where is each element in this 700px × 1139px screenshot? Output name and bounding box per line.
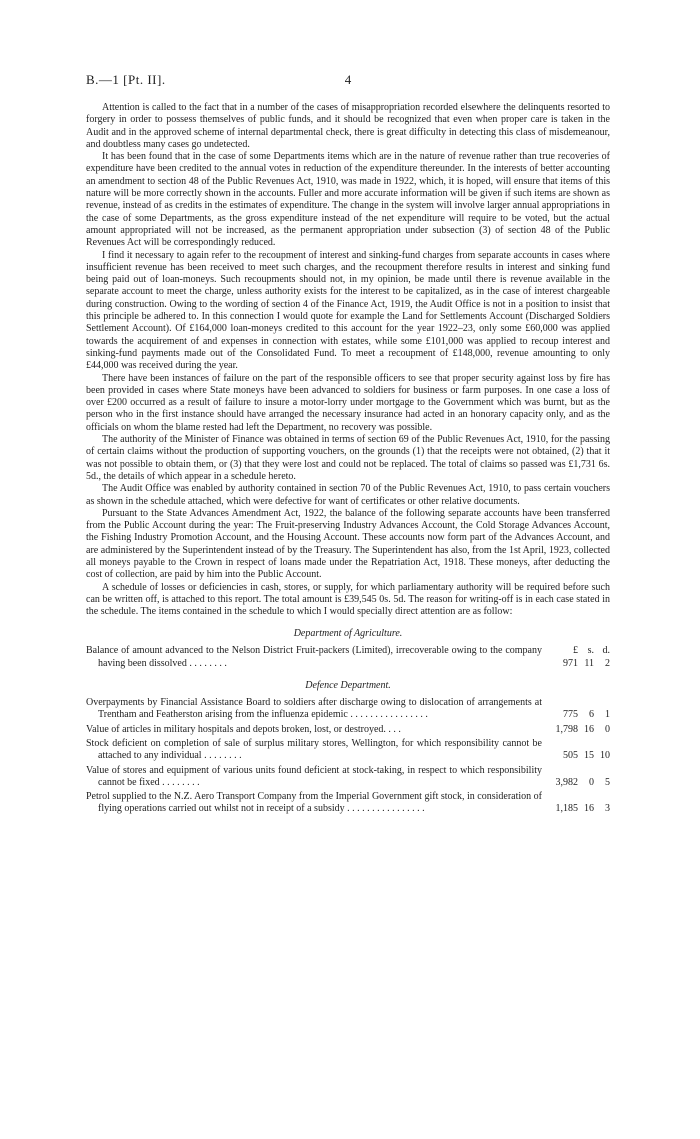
item-description: Value of articles in military hospitals and depots broken, lost, or destroyed. . . . [86,723,401,735]
shillings-header: s. [587,645,594,657]
amount-pence: 2 [605,657,610,669]
paragraph: It has been found that in the case of some Departments items which are in the nature of revenue rather than true recoveries of expenditure have been credited to the annual votes in reduction of the expenditure thereunder. In the interests of better accounting an amendment to section 48 of the Public Revenues Act, 1910, was made in 1922, which, it is hoped, will ensure that items of this nature will be more correctly shown in the accounts. Fuller and more accurate information will be given if such items are shown as revenue, instead of as credits in the estimates of expenditure. The change in the system will involve larger annual appropriations in the case of some Departments, as the gross expenditure instead of the net expenditure will require to be voted, but the actual amount appropriated will not be increased, as the permanent appropriation under subsection (3) of section 48 of the Public Revenues Act will be correspondingly reduced. [86,151,611,249]
paragraph: There have been instances of failure on the part of the responsible officers to see that proper security against loss by fire has been provided in cases where State moneys have been advanced to soldiers for business or farm purposes. In one case a loss of over £200 occurred as a result of failure to insure a motor-lorry under mortgage to the Government which was burnt, but as the person who in the first instance should have arranged the necessary insurance had acted in an honorary capacity only, and as the officials on whom the blame rested had left the Department, no recovery was possible. [86,372,610,433]
item-description: Overpayments by Financial Assistance Board to soldiers after discharge owing to dislocation of arrangements at Trentham and Featherston arising from the influenza epidemic . . . . . . . . . . . . . . . . [86,697,542,721]
amount-pounds: 775 [563,709,578,721]
item-description: Stock deficient on completion of sale of surplus military stores, Wellington, for which responsibility cannot be attached to any individual . . . . . . . . [86,737,542,762]
paragraph: A schedule of losses or deficiencies in cash, stores, or supply, for which parliamentary authority will be required before such can be written off, is attached to this report. The total amount is £39,545 0s. 5d. The reason for writing-off is in each case stated in the schedule. The items contained in the schedule to which I would specially direct attention are as follow: [86,581,610,618]
pence-header: d. [602,645,610,657]
amount-pence: 10 [600,750,610,762]
amount-pence: 3 [605,803,610,815]
item-amount [542,645,610,670]
paragraph: Attention is called to the fact that in a number of the cases of misappropriation recorded elsewhere the delinquents resorted to forgery in order to possess themselves of public funds, and it should be recognized that even when proper care is taken in the Audit and in the approved scheme of internal departmental check, there is great difficulty in detecting this class of misdemeanour, and doubtless many cases go undetected. [86,102,610,150]
schedule-item [86,645,610,670]
item-amount [542,724,610,736]
schedule-item [86,724,610,736]
item-amount [542,709,610,721]
amount-pence: 5 [605,776,610,788]
item-description: Petrol supplied to the N.Z. Aero Transport Company from the Imperial Government gift stock, in consideration of flying operations carried out whilst not in receipt of a subsidy . . . . . . . . . . . . . . . . [86,791,542,815]
paragraph: Pursuant to the State Advances Amendment Act, 1922, the balance of the following separate accounts have been transferred from the Public Account during the year: The Fruit-preserving Industry Advances Account, the Cold Storage Advances Account, the Fishing Industry Promotion Account, and the Housing Account. These accounts now form part of the Advances Account, and are administered by the Superintendent instead of by the Treasury. The Superintendent has also, from the 1st April, 1923, collected all moneys payable to the Crown in respect of loans made under the Repatriation Act, 1918. These moneys, after deducting the cost of collection, are paid by him into the Public Account. [86,507,610,581]
amount-pounds: 1,798 [555,723,578,735]
amount-pounds: 1,185 [555,803,578,815]
money-column-header [544,645,610,657]
document-page [86,72,610,818]
pounds-header: £ [573,645,578,657]
page-number: 4 [344,72,352,87]
amount-shillings: 0 [589,776,594,788]
section-title-defence: Defence Department. [305,680,391,692]
section-title-agriculture: Department of Agriculture. [293,628,403,640]
schedule-item [86,697,610,722]
amount-pence: 0 [605,723,610,735]
amount-pounds: 3,982 [555,776,578,788]
amount-shillings: 6 [589,709,594,721]
schedule-agriculture [86,645,610,670]
item-description: Balance of amount advanced to the Nelson District Fruit-packers (Limited), irrecoverable owing to the company having been dissolved . . . . . . . . [86,645,542,669]
amount-pence: 1 [605,709,610,721]
report-body [86,102,610,618]
amount-shillings: 16 [584,723,594,735]
paragraph: The authority of the Minister of Finance was obtained in terms of section 69 of the Public Revenues Act, 1910, for the passing of certain claims without the production of supporting vouchers, on the grounds (1) that the receipts were not obtained, (2) that it was not possible to obtain them, or (3) that they were lost and could not be replaced. The total of claims so passed was £1,731 6s. 5d., the details of which appear in a schedule hereto. [86,434,610,482]
item-amount [542,750,610,762]
item-amount [542,803,610,815]
schedule-item [86,738,610,763]
document-reference: B.—1 [Pt. II]. [86,72,166,87]
amount-pounds: 505 [563,750,578,762]
amount-shillings: 11 [584,657,594,669]
schedule-item [86,791,610,816]
item-amount [542,777,610,789]
paragraph: The Audit Office was enabled by authority contained in section 70 of the Public Revenues Act, 1910, to pass certain vouchers as shown in the schedule attached, which were defective for want of certificates or other relative documents. [86,483,610,507]
amount-shillings: 15 [584,750,594,762]
schedule-defence [86,697,610,816]
schedule-item [86,765,610,790]
amount-shillings: 16 [584,803,594,815]
item-description: Value of stores and equipment of various units found deficient at stock-taking, in respect to which responsibility cannot be fixed . . . . . . . . [86,764,542,788]
paragraph: I find it necessary to again refer to the recoupment of interest and sinking-fund charges from separate accounts in cases where insufficient revenue has been received to meet such charges, and the recoupment therefore results in interest and sinking fund being paid out of loan-moneys. Such recoupments should not, in my opinion, be made until there is revenue available in the separate account to meet the charge, unless authority exists for the interest to be capitalized, as in the case of interest chargeable during construction. Owing to the wording of section 4 of the Finance Act, 1919, the Audit Office is not in a position to insist that this principle be adhered to. In this connection I would quote for example the Land for Settlements Account (Discharged Soldiers Settlement Account). Of £164,000 loan-moneys credited to this account for the year 1922–23, only some £60,000 was applied towards the acquirement of and expenses in connection with estates, while some £101,000 was applied to recoup interest and sinking-fund payments made out of the Consolidated Fund. To meet a recoupment of £148,000, revenue amounting to only £44,000 was received during the year. [86,249,610,372]
page-header [86,72,610,92]
amount-pounds: 971 [563,657,578,669]
